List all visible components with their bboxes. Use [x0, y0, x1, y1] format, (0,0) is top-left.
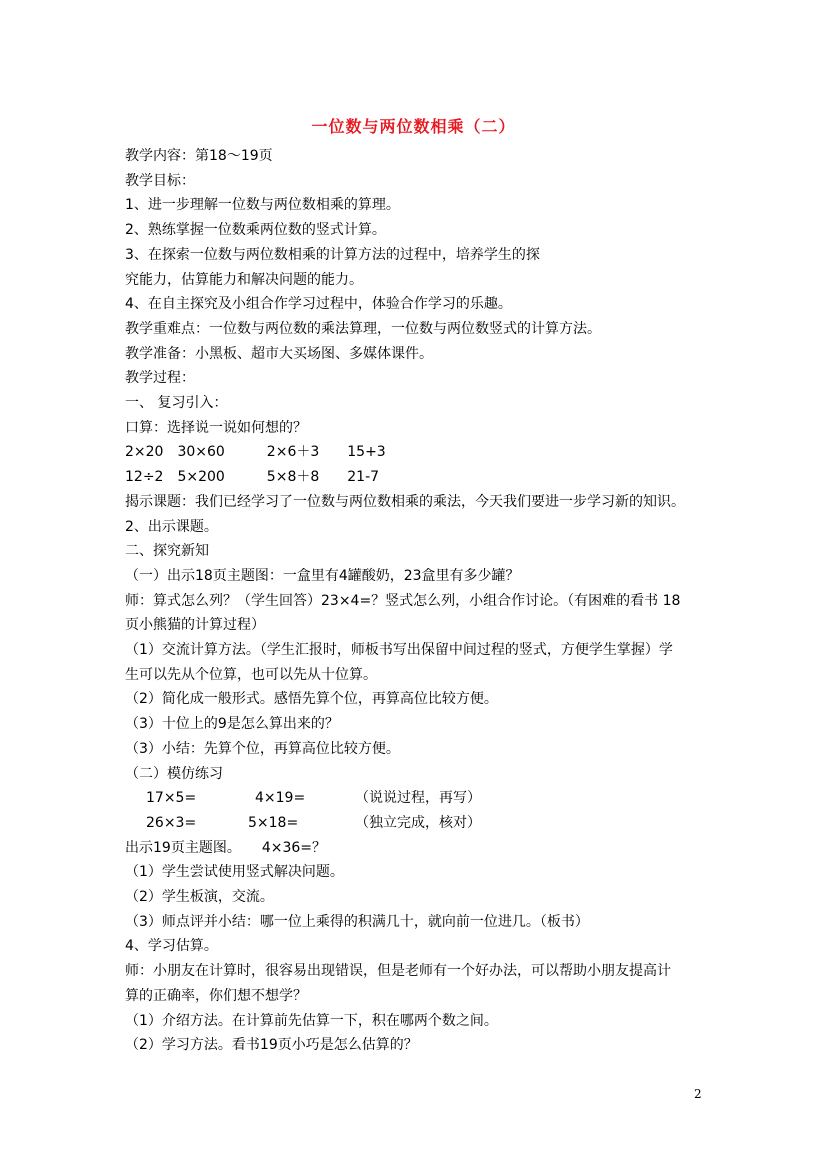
text-line: 教学准备：小黑板、超市大买场图、多媒体课件。 — [125, 345, 433, 362]
text-line: 2、熟练掌握一位数乘两位数的竖式计算。 — [125, 222, 386, 239]
text-line: 教学目标： — [125, 172, 195, 189]
text-line: （3）师点评并小结：哪一位上乘得的积满几十，就向前一位进几。（板书） — [125, 913, 589, 930]
text-line: 3、在探索一位数与两位数相乘的计算方法的过程中，培养学生的探 — [125, 246, 540, 263]
text-line: 究能力，估算能力和解决问题的能力。 — [125, 271, 363, 288]
practice-item: 26×3= — [146, 814, 197, 831]
text-line: （3）小结：先算个位，再算高位比较方便。 — [125, 740, 400, 757]
text-line: 4、学习估算。 — [125, 938, 218, 955]
text-line: 二、探究新知 — [125, 543, 209, 560]
text-line: （二）模仿练习 — [125, 765, 223, 782]
text-line: 算的正确率，你们想不想学？ — [125, 987, 307, 1004]
practice-item: 5×18= — [248, 814, 299, 831]
page-number: 2 — [694, 1087, 702, 1101]
text-line: 出示19页主题图。 4×36=？ — [125, 839, 326, 856]
text-line: 揭示课题：我们已经学习了一位数与两位数相乘的乘法，今天我们要进一步学习新的知识。 — [125, 493, 685, 510]
text-line: 教学过程： — [125, 370, 195, 387]
text-line: （2）学生板演，交流。 — [125, 889, 274, 905]
text-line: （2）学习方法。看书19页小巧是怎么估算的？ — [125, 1037, 418, 1054]
text-line: 教学内容：第18～19页 — [125, 148, 273, 164]
practice-item: 4×19= — [255, 790, 306, 807]
practice-item: （独立完成，核对） — [355, 814, 481, 831]
text-line: （3）十位上的9是怎么算出来的？ — [125, 716, 339, 733]
document-title: 一位数与两位数相乘（二） — [311, 117, 516, 136]
text-line: 师：算式怎么列？（学生回答）23×4=？竖式怎么列，小组合作讨论。（有困难的看书 18 — [125, 592, 681, 609]
text-line: （2）简化成一般形式。感悟先算个位，再算高位比较方便。 — [125, 691, 498, 708]
practice-item: 17×5= — [146, 790, 197, 807]
text-line: 4、在自主探究及小组合作学习过程中，体验合作学习的乐趣。 — [125, 296, 512, 313]
text-line: 一、 复习引入： — [125, 395, 228, 411]
text-line: （1）介绍方法。在计算前先估算一下，积在哪两个数之间。 — [125, 1012, 498, 1029]
text-line: 1、进一步理解一位数与两位数相乘的算理。 — [125, 197, 400, 214]
text-line: 口算：选择说一说如何想的？ — [125, 419, 307, 436]
practice-item: （说说过程，再写） — [355, 790, 481, 807]
text-line: 生可以先从个位算，也可以先从十位算。 — [125, 666, 377, 683]
text-line: 页小熊猫的计算过程） — [125, 617, 265, 634]
text-line: 师：小朋友在计算时，很容易出现错误，但是老师有一个好办法，可以帮助小朋友提高计 — [125, 963, 671, 980]
text-line: 教学重难点：一位数与两位数的乘法算理，一位数与两位数竖式的计算方法。 — [125, 320, 601, 337]
text-line: （一）出示18页主题图：一盒里有4罐酸奶，23盒里有多少罐？ — [125, 567, 520, 584]
text-line: 2×20 30×60 2×6＋3 15+3 — [125, 444, 386, 461]
text-line: 12÷2 5×200 5×8＋8 21-7 — [125, 469, 380, 486]
text-line: （1）交流计算方法。（学生汇报时，师板书写出保留中间过程的竖式，方便学生掌握）学 — [125, 642, 673, 658]
text-line: （1）学生尝试使用竖式解决问题。 — [125, 864, 344, 881]
text-line: 2、出示课题。 — [125, 518, 218, 535]
